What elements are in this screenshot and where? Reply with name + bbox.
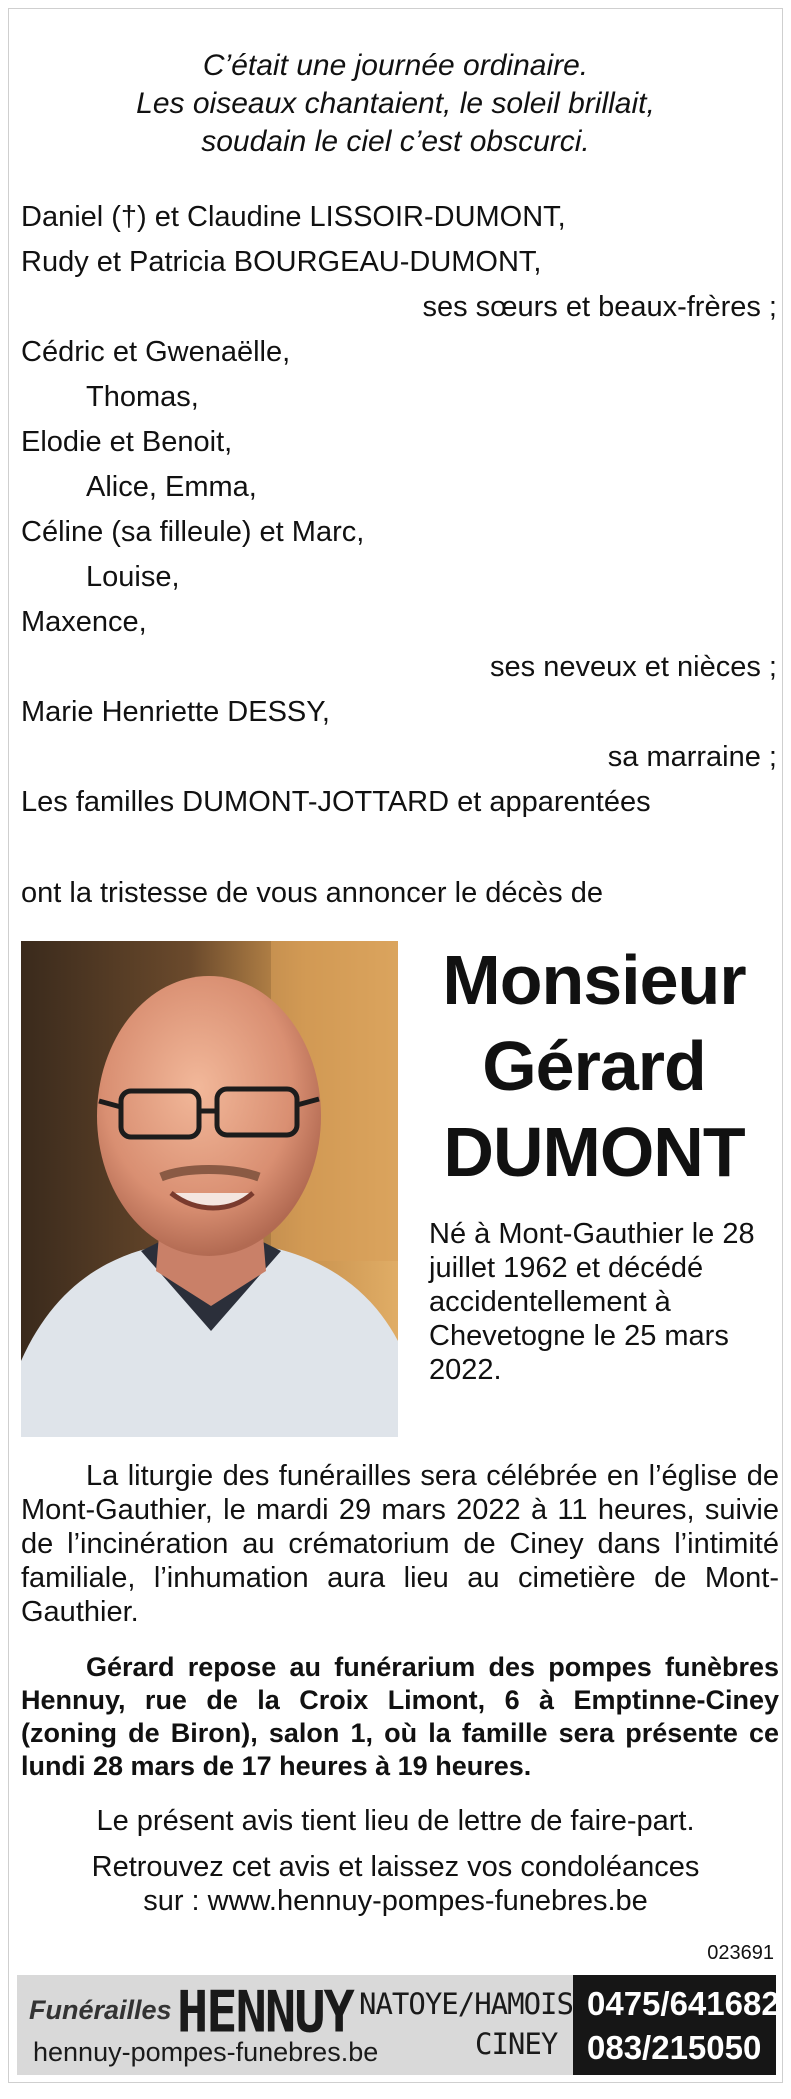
family-line: Marie Henriette DESSY,: [21, 696, 330, 728]
banner-label: Funérailles: [29, 1995, 172, 2025]
family-line: Rudy et Patricia BOURGEAU-DUMONT,: [21, 246, 542, 278]
family-line: Les familles DUMONT-JOTTARD et apparentées: [21, 786, 651, 818]
condolences-link[interactable]: sur : www.hennuy-pompes-funebres.be: [143, 1885, 648, 1917]
family-line: Elodie et Benoit,: [21, 426, 233, 458]
portrait-photo: [21, 941, 398, 1437]
family-relation: ses neveux et nièces ;: [490, 651, 777, 683]
family-line: Daniel (†) et Claudine LISSOIR-DUMONT,: [21, 201, 566, 233]
family-list: [21, 195, 779, 825]
funeral-home-banner: [17, 1975, 780, 2075]
liturgy-text: La liturgie des funérailles sera célébrée en l’église de Mont-Gauthier, le mardi 29 mars 2022 à 11 heures, suivie de l’incinération au crématorium de Ciney dans l’intimité familiale, l’inhumation aura lieu au cimetière de Mont-Gauthier.: [21, 1460, 779, 1628]
obituary-notice: [8, 8, 783, 2083]
banner-brand-area: [17, 1975, 573, 2075]
poem: [9, 47, 782, 161]
announcement-line: ont la tristesse de vous annoncer le décès de: [21, 877, 603, 909]
reference-number: 023691: [707, 1942, 774, 1964]
deceased-name: [404, 937, 784, 1195]
phone-number[interactable]: 083/215050: [587, 2029, 762, 2066]
family-relation: sa marraine ;: [607, 741, 777, 773]
family-line: Cédric et Gwenaëlle,: [21, 336, 291, 368]
condolences-line: Retrouvez cet avis et laissez vos condoléances: [91, 1851, 700, 1883]
liturgy-paragraph: [21, 1459, 779, 1629]
banner-website-link[interactable]: hennuy-pompes-funebres.be: [33, 2037, 379, 2067]
family-line: Alice, Emma,: [86, 471, 257, 503]
birth-death-details: Né à Mont-Gauthier le 28 juillet 1962 et décédé accidentellement à Chevetogne le 25 mars 2022.: [429, 1218, 755, 1386]
family-line: Maxence,: [21, 606, 147, 638]
phone-number[interactable]: 0475/641682: [587, 1985, 780, 2022]
family-relation: ses sœurs et beaux-frères ;: [422, 291, 777, 323]
banner-locations: CINEY: [475, 2027, 558, 2061]
banner-locations: NATOYE/HAMOIS: [359, 1987, 573, 2021]
condolences-block: [9, 1850, 782, 1918]
banner-phones: [573, 1975, 780, 2075]
portrait-illustration: [21, 941, 398, 1437]
brand-logo: HENNUY: [177, 1980, 353, 2046]
repose-paragraph: [21, 1651, 779, 1783]
notice-line: Le présent avis tient lieu de lettre de faire-part.: [96, 1805, 695, 1837]
poem-line: Les oiseaux chantaient, le soleil brillait,: [136, 87, 655, 120]
deceased-first-name: Gérard: [482, 1027, 706, 1105]
deceased-title: Monsieur: [442, 941, 746, 1019]
family-line: Louise,: [86, 561, 180, 593]
family-line: Céline (sa filleule) et Marc,: [21, 516, 365, 548]
family-line: Thomas,: [86, 381, 199, 413]
repose-text: Gérard repose au funérarium des pompes funèbres Hennuy, rue de la Croix Limont, 6 à Emptinne-Ciney (zoning de Biron), salon 1, où la famille sera présente ce lundi 28 mars de 17 heures à 19 heures.: [21, 1652, 779, 1781]
deceased-last-name: DUMONT: [443, 1113, 745, 1191]
poem-line: soudain le ciel c’est obscurci.: [201, 125, 590, 158]
poem-line: C’était une journée ordinaire.: [202, 49, 589, 82]
